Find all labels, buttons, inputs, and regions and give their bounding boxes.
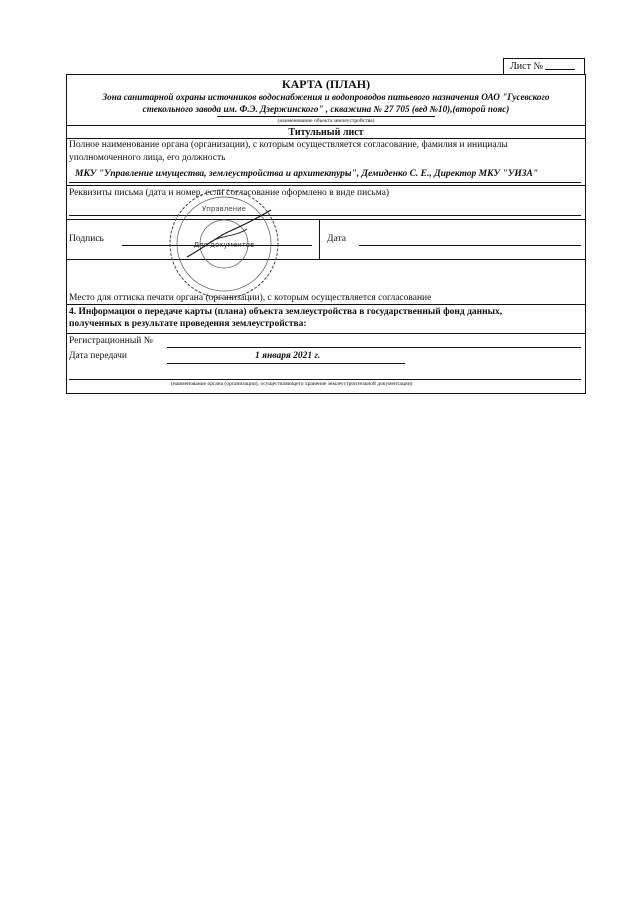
divider-title-sheet-top	[67, 125, 585, 126]
sheet-number-box	[503, 58, 585, 75]
sheet-number-blank	[545, 61, 575, 70]
divider-signature-top	[67, 219, 585, 220]
storage-organization-line	[69, 379, 581, 380]
signature-label: Подпись	[69, 234, 104, 244]
divider-requisites-top	[67, 185, 585, 186]
date-line	[359, 245, 581, 246]
form-title: КАРТА (ПЛАН)	[281, 77, 371, 91]
divider-registration-top	[67, 333, 585, 334]
transfer-date-value: 1 января 2021 г.	[255, 351, 321, 361]
transfer-heading-line-1: 4. Информация о передаче карты (плана) объекта землеустройства в государственный фонд данных,	[69, 307, 503, 317]
signature-stroke	[187, 210, 271, 257]
transfer-date-label: Дата передачи	[69, 351, 127, 361]
object-name-underline	[217, 116, 435, 117]
transfer-date-line	[167, 363, 405, 364]
approval-organization-value: МКУ "Управление имущества, землеустройства и архитектуры", Демиденко С. Е., Директор МКУ "УИЗА"	[75, 169, 539, 179]
requisites-underline	[69, 215, 581, 216]
official-stamp-seal	[165, 185, 283, 303]
divider-transfer-top	[67, 304, 585, 305]
registration-number-label: Регистрационный №	[69, 336, 153, 346]
title-sheet-label: Титульный лист	[288, 127, 364, 138]
stamp-center-text: Для документов	[193, 241, 255, 249]
sheet-number-label: Лист №	[510, 61, 543, 72]
date-label: Дата	[327, 234, 346, 244]
object-name-line-2: стекольного завода им. Ф.Э. Дзержинского" , скважина № 27 705 (вед №10),(второй пояс)	[142, 104, 510, 114]
stamp-place-label: Место для оттиска печати органа (организации), с которым осуществляется согласование	[69, 293, 432, 303]
storage-organization-caption: (наименование органа (организации), осуществляющего хранение землеустроительной документации)	[171, 381, 413, 387]
approval-description-line-2: уполномоченного лица, его должность	[69, 153, 226, 163]
object-name-caption: (наименование объекта землеустройства)	[277, 118, 375, 124]
requisites-label: Реквизиты письма (дата и номер, если согласование оформлено в виде письма)	[69, 188, 390, 198]
object-name-line-1: Зона санитарной охраны источников водоснабжения и водопроводов питьевого назначения ОАО "Гусевского	[102, 92, 550, 102]
approval-description-line-1: Полное наименование органа (организации), с которым осуществляется согласование, фамилия и инициалы	[69, 140, 508, 150]
approval-value-underline	[69, 182, 581, 183]
divider-title-sheet-bottom	[67, 138, 585, 139]
stamp-outer-text: Управление	[202, 205, 246, 213]
registration-number-line	[167, 347, 581, 348]
transfer-heading-line-2: полученных в результате проведения землеустройства:	[69, 319, 307, 329]
form-table	[66, 74, 586, 394]
divider-stamp-area-top	[67, 259, 585, 260]
signature-date-divider	[319, 219, 320, 259]
